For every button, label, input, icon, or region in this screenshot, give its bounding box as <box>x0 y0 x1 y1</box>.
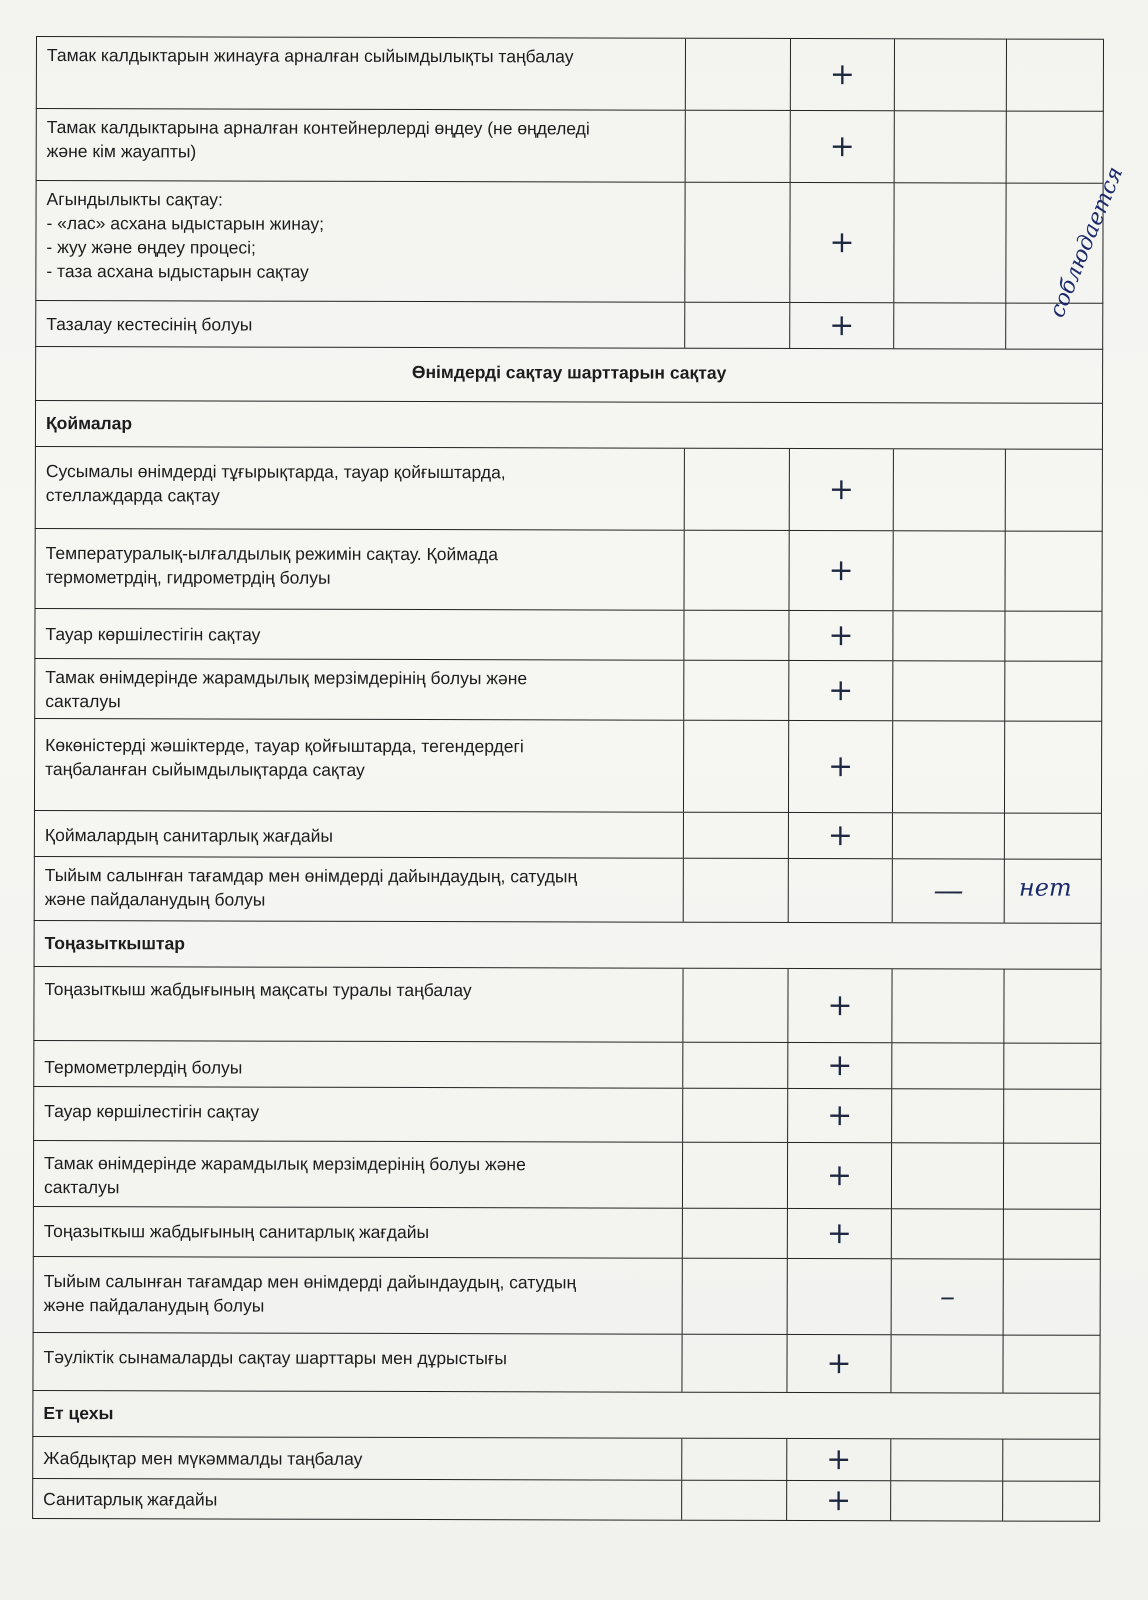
empty-cell <box>895 303 1007 348</box>
empty-cell <box>895 183 1007 302</box>
criterion-cell <box>37 37 686 110</box>
table-row <box>34 659 1102 722</box>
note-cell <box>1006 612 1102 661</box>
note-cell <box>1003 1482 1099 1521</box>
criterion-line: - «лас» асхана ыдыстарын жинау; <box>46 213 325 234</box>
checklist-table <box>32 36 1129 1522</box>
mark-cell <box>790 183 895 302</box>
criterion-line: Тамак калдыктарын жинауға арналған сыйымдылықты таңбалау <box>46 45 574 67</box>
empty-cell <box>787 1259 892 1334</box>
criterion-line: Температуралық-ылғалдылық режимін сақтау. Қоймада <box>45 543 498 565</box>
note-cell <box>1006 163 1129 322</box>
criterion-cell <box>33 1479 682 1520</box>
criterion-cell <box>37 109 686 182</box>
empty-cell <box>894 661 1006 720</box>
empty-cell <box>683 1043 788 1088</box>
mark-cell <box>788 1143 893 1208</box>
note-cell <box>1003 1440 1099 1481</box>
plus-mark: + <box>829 56 856 92</box>
empty-cell <box>894 449 1006 530</box>
handwritten-note: соблюдается <box>1044 163 1129 322</box>
plus-mark: + <box>828 617 854 653</box>
criterion-line: Қоймалардың санитарлық жағдайы <box>44 825 334 846</box>
subsection-row <box>32 1391 1100 1440</box>
criterion-cell <box>35 609 684 660</box>
note-cell <box>1006 304 1102 349</box>
plus-mark: + <box>829 307 855 343</box>
note-cell <box>1004 1090 1100 1143</box>
plus-mark: + <box>826 1215 852 1251</box>
mark-cell <box>892 1259 1004 1334</box>
mark-cell <box>790 111 895 182</box>
mark-cell <box>788 969 893 1042</box>
dash-mark: – <box>939 1278 956 1314</box>
note-cell <box>1007 40 1103 111</box>
criterion-line: Тамак өнімдерінде жарамдылық мерзімдерінің болуы және <box>45 667 528 689</box>
table-row <box>33 1041 1101 1090</box>
criterion-cell <box>34 1207 683 1258</box>
criterion-line: Тыйым салынған тағамдар мен өнімдерді дайындаудың, сатудың <box>44 865 578 887</box>
plus-mark: + <box>828 672 854 708</box>
mark-cell <box>787 1209 892 1258</box>
mark-cell <box>789 661 894 720</box>
criterion-line: Тауар көршілестігін сақтау <box>45 624 261 645</box>
criterion-line: термометрдің, гидрометрдің болуы <box>45 567 331 588</box>
empty-cell <box>892 1481 1004 1520</box>
criterion-line: Тауар көршілестігін сақтау <box>44 1101 260 1122</box>
empty-cell <box>892 1089 1004 1142</box>
criterion-cell <box>34 1041 683 1088</box>
criterion-cell <box>35 811 684 858</box>
criterion-cell <box>36 529 685 610</box>
table-row <box>34 529 1102 612</box>
plus-mark: + <box>829 128 855 164</box>
criterion-line: Тоңазыткыш жабдығының мақсаты туралы таңбалау <box>44 979 472 1001</box>
criterion-cell <box>33 1333 682 1392</box>
subsection-heading: Тоңазыткыштар <box>44 933 185 954</box>
criterion-line: Санитарлық жағдайы <box>43 1489 218 1510</box>
note-cell <box>1005 814 1101 859</box>
table-row <box>36 37 1104 112</box>
mark-cell <box>893 859 1005 922</box>
plus-mark: + <box>826 1345 852 1381</box>
empty-cell <box>685 111 790 182</box>
subsection-heading: Қоймалар <box>45 413 133 434</box>
table-row <box>36 109 1104 184</box>
empty-cell <box>895 39 1007 110</box>
criterion-line: Тамак калдыктарына арналған контейнерлерді өңдеу (не өңделеді <box>46 117 590 139</box>
subsection-row <box>34 921 1102 970</box>
note-cell <box>1004 1336 1100 1393</box>
table-row <box>34 609 1102 662</box>
empty-cell <box>683 1209 788 1258</box>
dash-mark: — <box>933 872 964 908</box>
empty-cell <box>893 813 1005 858</box>
empty-cell <box>686 39 791 110</box>
note-cell <box>1004 1144 1100 1209</box>
empty-cell <box>683 969 788 1042</box>
plus-mark: + <box>826 1441 852 1477</box>
note-cell <box>1005 662 1101 721</box>
plus-mark: + <box>827 1097 853 1133</box>
note-cell <box>1005 722 1101 813</box>
mark-cell <box>788 813 893 858</box>
criterion-line: Тазалау кестесінің болуы <box>46 314 253 335</box>
plus-mark: + <box>827 987 853 1023</box>
note-cell <box>1004 1044 1100 1089</box>
criterion-line: Жабдықтар мен мүкәммалды таңбалау <box>43 1448 363 1469</box>
empty-cell <box>683 859 788 922</box>
empty-cell <box>683 1143 788 1208</box>
mark-cell <box>788 1089 893 1142</box>
criterion-cell <box>34 967 683 1042</box>
criterion-cell <box>34 1141 683 1208</box>
table-row <box>35 301 1103 350</box>
criterion-cell <box>35 659 684 720</box>
empty-cell <box>893 969 1005 1042</box>
empty-cell <box>682 1481 787 1520</box>
table-row <box>33 1257 1101 1336</box>
empty-cell <box>892 1335 1004 1392</box>
note-cell <box>1006 532 1102 611</box>
plus-mark: + <box>827 817 854 853</box>
criterion-line: таңбаланған сыйымдылықтарда сақтау <box>45 759 365 780</box>
mark-cell <box>787 1481 892 1520</box>
plus-mark: + <box>829 224 855 260</box>
empty-cell <box>685 183 790 302</box>
note-cell <box>1005 860 1101 923</box>
empty-cell <box>892 1143 1004 1208</box>
note-cell <box>1005 970 1101 1043</box>
table-row <box>35 163 1129 322</box>
section-row <box>35 347 1103 404</box>
criterion-cell <box>36 447 685 530</box>
empty-cell <box>895 111 1007 182</box>
empty-cell <box>684 813 789 858</box>
criterion-line: Тамак өнімдерінде жарамдылық мерзімдерінің болуы және <box>44 1153 526 1175</box>
handwritten-note: нет <box>1018 873 1072 902</box>
empty-cell <box>682 1439 787 1480</box>
plus-mark: + <box>826 1157 853 1193</box>
criterion-line: Тәуліктік сынамаларды сақтау шарттары мен дұрыстығы <box>43 1347 507 1369</box>
note-cell <box>1004 1260 1100 1335</box>
empty-cell <box>893 1043 1005 1088</box>
criterion-line: және пайдаланудың болуы <box>43 1295 265 1316</box>
empty-cell <box>892 1209 1004 1258</box>
criterion-line: сакталуы <box>43 1177 120 1198</box>
plus-mark: + <box>828 552 854 588</box>
criterion-line: - жуу және өңдеу процесі; <box>46 237 256 258</box>
empty-cell <box>892 1439 1004 1480</box>
criterion-cell <box>35 857 684 922</box>
table-row <box>33 1141 1101 1210</box>
criterion-line: стеллаждарда сақтау <box>45 485 220 506</box>
empty-cell <box>684 531 789 610</box>
empty-cell <box>788 859 893 922</box>
subsection-heading: Ет цехы <box>43 1403 114 1424</box>
criterion-line: Сусымалы өнімдерді тұғырықтарда, тауар қойғыштарда, <box>45 461 506 483</box>
plus-mark: + <box>828 471 854 507</box>
criterion-cell <box>33 1437 682 1480</box>
note-cell <box>1004 1210 1100 1259</box>
mark-cell <box>789 611 894 660</box>
criterion-line: Тыйым салынған тағамдар мен өнімдерді дайындаудың, сатудың <box>43 1271 577 1293</box>
criterion-cell <box>36 301 685 348</box>
criterion-line: сакталуы <box>45 691 121 712</box>
table-row <box>33 1207 1101 1260</box>
criterion-line: және кім жауапты) <box>46 141 197 162</box>
criterion-line: Термометрлердің болуы <box>44 1057 243 1078</box>
criterion-line: - таза асхана ыдыстарын сақтау <box>46 261 309 282</box>
table-row <box>32 1479 1100 1522</box>
empty-cell <box>684 611 789 660</box>
mark-cell <box>789 531 894 610</box>
empty-cell <box>894 531 1006 610</box>
mark-cell <box>789 721 894 812</box>
mark-cell <box>787 1439 892 1480</box>
table-row <box>33 1087 1101 1144</box>
empty-cell <box>685 303 790 348</box>
criterion-line: Көкөністерді жәшіктерде, тауар қойғыштарда, тегендердегі <box>45 735 524 757</box>
empty-cell <box>682 1335 787 1392</box>
note-cell <box>1006 450 1102 531</box>
criterion-line: Тоңазыткыш жабдығының санитарлық жағдайы <box>43 1221 430 1243</box>
criterion-cell <box>34 1087 683 1142</box>
plus-mark: + <box>827 1047 853 1083</box>
table-row <box>34 857 1102 924</box>
note-cell <box>1007 112 1103 183</box>
subsection-row <box>35 401 1103 450</box>
mark-cell <box>787 1335 892 1392</box>
table-row <box>32 1333 1100 1394</box>
table-row <box>34 811 1102 860</box>
table-row <box>33 967 1101 1044</box>
criterion-line: және пайдаланудың болуы <box>44 889 266 910</box>
table-row <box>32 1437 1100 1482</box>
empty-cell <box>684 721 789 812</box>
criterion-cell <box>35 719 684 812</box>
empty-cell <box>894 611 1006 660</box>
table-row <box>35 447 1103 532</box>
mark-cell <box>790 39 895 110</box>
plus-mark: + <box>827 748 854 784</box>
table-row <box>34 719 1102 814</box>
mark-cell <box>788 1043 893 1088</box>
empty-cell <box>683 1089 788 1142</box>
empty-cell <box>682 1259 787 1334</box>
empty-cell <box>684 661 789 720</box>
plus-mark: + <box>826 1482 852 1518</box>
section-title: Өнімдерді сақтау шарттарын сақтау <box>411 361 727 383</box>
criterion-cell <box>36 181 685 302</box>
empty-cell <box>893 721 1005 812</box>
criterion-cell <box>34 1257 683 1334</box>
mark-cell <box>789 449 894 530</box>
mark-cell <box>790 303 895 348</box>
criterion-line: Агындылыкты сақтау: <box>46 189 223 210</box>
empty-cell <box>685 449 790 530</box>
